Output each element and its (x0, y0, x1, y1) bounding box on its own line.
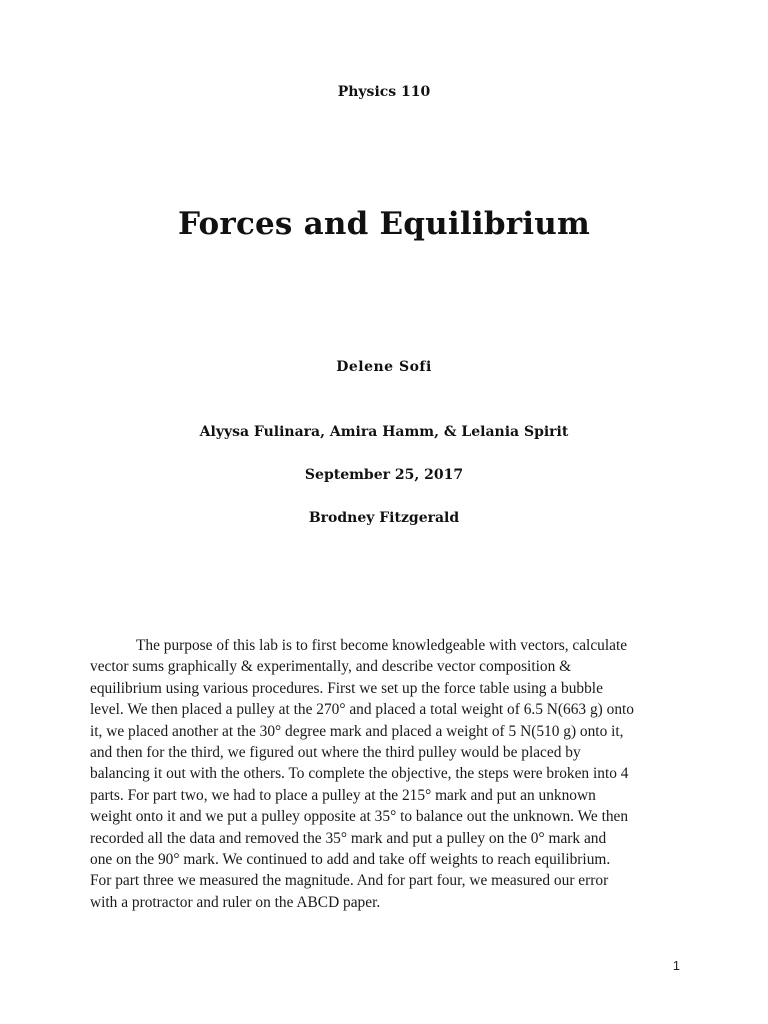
paragraph-line: one on the 90° mark. We continued to add and take off weights to reach equilibrium. (90, 851, 611, 869)
report-date: September 25, 2017 (304, 467, 464, 483)
instructor-name: Brodney Fitzgerald (308, 510, 460, 526)
document-title: Forces and Equilibrium (178, 206, 590, 242)
paragraph-line: The purpose of this lab is to first become knowledgeable with vectors, calculate (136, 637, 628, 654)
paragraph-line: recorded all the data and removed the 35° mark and put a pulley on the 0° mark and (90, 829, 607, 847)
paragraph-line: equilibrium using various procedures. First we set up the force table using a bubble (90, 679, 603, 697)
paragraph-line: weight onto it and we put a pulley opposite at 35° to balance out the unknown. We then (90, 808, 629, 826)
paragraph-line: and then for the third, we figured out where the third pulley would be placed by (90, 744, 581, 762)
purpose-paragraph (90, 635, 680, 913)
paragraph-line: with a protractor and ruler on the ABCD paper. (90, 893, 381, 911)
paragraph-line: balancing it out with the others. To complete the objective, the steps were broken into 4 (90, 765, 629, 783)
paragraph-line: level. We then placed a pulley at the 270° and placed a total weight of 6.5 N(663 g) onto (90, 701, 634, 719)
paragraph-line: parts. For part two, we had to place a pulley at the 215° mark and put an unknown (90, 786, 596, 804)
paragraph-line: vector sums graphically & experimentally, and describe vector composition & (90, 658, 572, 676)
lab-partners: Alyysa Fulinara, Amira Hamm, & Lelania Spirit (199, 424, 569, 440)
paragraph-line: For part three we measured the magnitude. And for part four, we measured our error (90, 872, 609, 890)
paragraph-line: it, we placed another at the 30° degree mark and placed a weight of 5 N(510 g) onto it, (90, 722, 624, 740)
course-name: Physics 110 (337, 84, 431, 100)
page-number: 1 (672, 958, 680, 973)
author-name: Delene Sofi (336, 359, 432, 375)
